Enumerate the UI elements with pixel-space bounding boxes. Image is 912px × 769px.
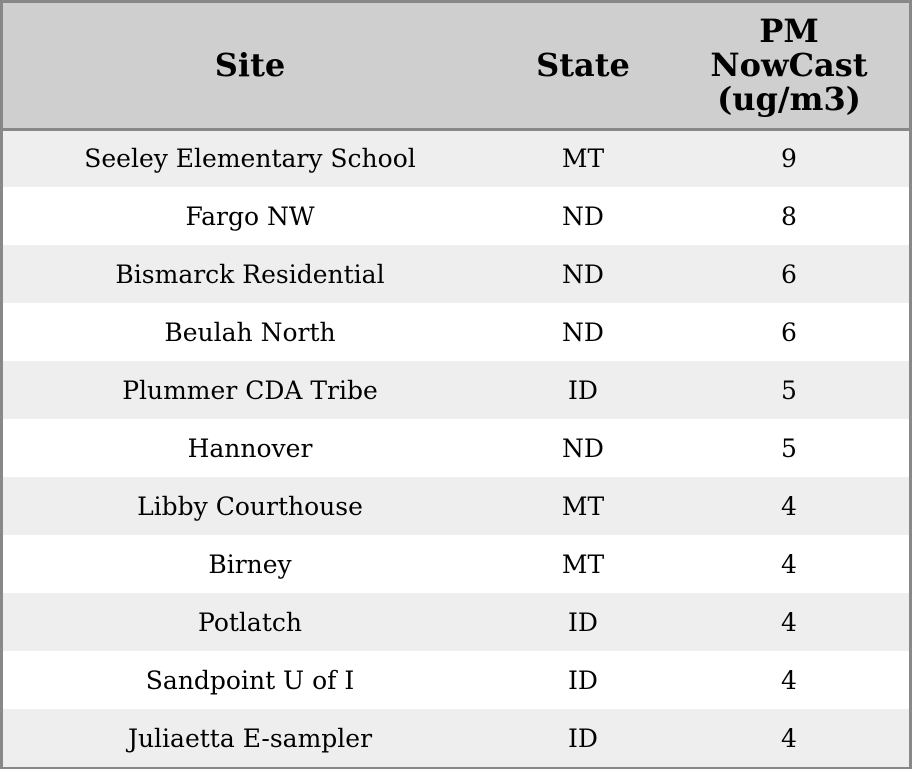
- cell-pm: 5: [781, 375, 797, 405]
- table-row: [3, 651, 909, 709]
- cell-pm: 4: [781, 665, 797, 695]
- cell-state: ND: [562, 433, 604, 463]
- air-quality-table: [3, 3, 909, 767]
- cell-pm: 9: [781, 144, 797, 174]
- cell-site: Libby Courthouse: [137, 491, 363, 521]
- table-row: [3, 245, 909, 303]
- column-header-pm-line-1: PM: [759, 12, 819, 51]
- cell-state: ND: [562, 259, 604, 289]
- table-row: [3, 709, 909, 767]
- cell-state: MT: [561, 491, 605, 521]
- cell-state: ND: [562, 201, 604, 231]
- table-body: [3, 129, 909, 767]
- column-header-site: Site: [214, 46, 286, 85]
- cell-site: Birney: [208, 549, 292, 579]
- table-row: [3, 129, 909, 187]
- cell-pm: 6: [781, 259, 797, 289]
- table-header: [3, 3, 909, 129]
- cell-site: Potlatch: [198, 607, 302, 637]
- cell-pm: 4: [781, 723, 797, 753]
- table-row: [3, 361, 909, 419]
- table-row: [3, 477, 909, 535]
- table-row: [3, 303, 909, 361]
- cell-state: ID: [568, 723, 598, 753]
- cell-pm: 4: [781, 607, 797, 637]
- cell-site: Hannover: [187, 433, 313, 463]
- cell-pm: 8: [781, 201, 797, 231]
- table-row: [3, 419, 909, 477]
- table-row: [3, 535, 909, 593]
- table-row: [3, 187, 909, 245]
- cell-site: Bismarck Residential: [115, 259, 385, 289]
- cell-pm: 4: [781, 549, 797, 579]
- header-row: [3, 3, 909, 129]
- cell-site: Seeley Elementary School: [84, 144, 416, 174]
- column-header-pm-line-2: NowCast: [710, 46, 868, 85]
- cell-pm: 6: [781, 317, 797, 347]
- cell-state: ID: [568, 607, 598, 637]
- cell-site: Juliaetta E-sampler: [127, 723, 373, 753]
- cell-state: ID: [568, 665, 598, 695]
- cell-state: MT: [561, 144, 605, 174]
- cell-site: Beulah North: [164, 317, 336, 347]
- cell-state: MT: [561, 549, 605, 579]
- column-header-pm-line-3: (ug/m3): [717, 80, 861, 119]
- cell-site: Sandpoint U of I: [145, 665, 355, 695]
- table-row: [3, 593, 909, 651]
- cell-state: ND: [562, 317, 604, 347]
- cell-state: ID: [568, 375, 598, 405]
- cell-pm: 5: [781, 433, 797, 463]
- column-header-state: State: [536, 46, 630, 85]
- cell-pm: 4: [781, 491, 797, 521]
- cell-site: Plummer CDA Tribe: [122, 375, 378, 405]
- column-header-pm: [669, 3, 909, 129]
- cell-site: Fargo NW: [185, 201, 315, 231]
